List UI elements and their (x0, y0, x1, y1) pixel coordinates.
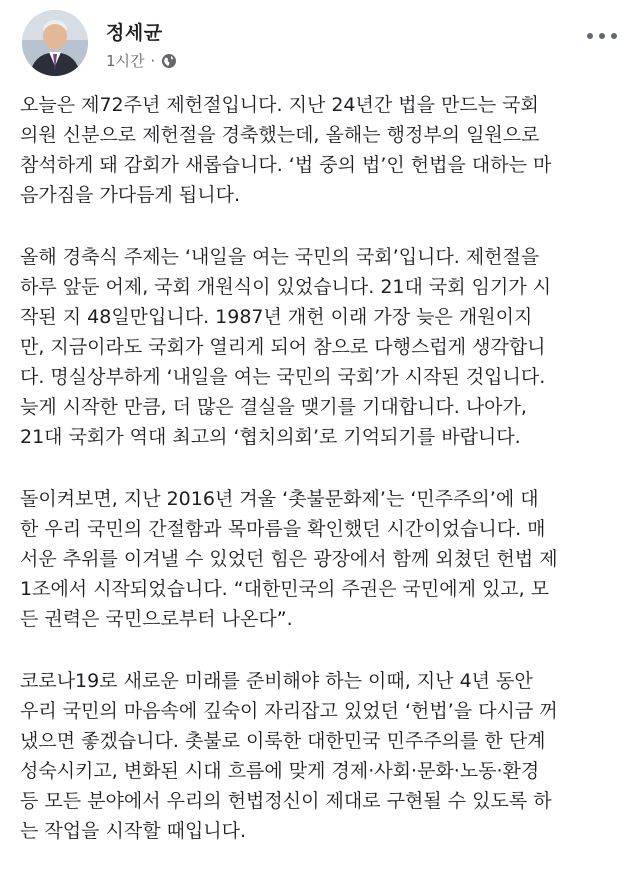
text-line: 작된 지 48일만입니다. 1987년 개헌 이래 가장 늦은 개원이지 (20, 306, 533, 328)
text-line: 돌이켜보면, 지난 2016년 겨울 ‘촛불문화제’는 ‘민주주의’에 대 (20, 488, 539, 510)
text-line: 성숙시키고, 변화된 시대 흐름에 맞게 경제·사회·문화·노동·환경 (20, 760, 540, 782)
text-line: 만, 지금이라도 국회가 열리게 되어 참으로 다행스럽게 생각합니 (20, 336, 546, 358)
text-line: 오늘은 제72주년 제헌절입니다. 지난 24년간 법을 만드는 국회 (20, 94, 539, 116)
paragraph-3 (20, 484, 620, 634)
post-timestamp[interactable]: 1시간 (106, 52, 145, 70)
meta-separator: · (150, 51, 156, 70)
text-line: 등 모든 분야에서 우리의 헌법정신이 제대로 구현될 수 있도록 하 (20, 790, 552, 812)
paragraph-4 (20, 666, 620, 846)
text-line: 의원 신분으로 제헌절을 경축했는데, 올해는 행정부의 일원으로 (20, 124, 540, 146)
text-line: 늦게 시작한 만큼, 더 많은 결실을 맺기를 기대합니다. 나아가, (20, 396, 527, 418)
more-options-icon[interactable] (582, 24, 622, 48)
author-name[interactable]: 정세균 (106, 22, 163, 44)
text-line: 올해 경축식 주제는 ‘내일을 여는 국민의 국회’입니다. 제헌절을 (20, 246, 540, 268)
text-line: 냈으면 좋겠습니다. 촛불로 이룩한 대한민국 민주주의를 한 단계 (20, 730, 546, 752)
text-line: 한 우리 국민의 간절함과 목마름을 확인했던 시간이었습니다. 매 (20, 518, 546, 540)
text-line: 21대 국회가 역대 최고의 ‘협치의회’로 기억되기를 바랍니다. (20, 426, 521, 448)
post-header (22, 10, 630, 80)
globe-icon[interactable] (161, 53, 177, 69)
avatar-image (22, 10, 88, 76)
text-line: 참석하게 돼 감회가 새롭습니다. ‘법 중의 법’인 헌법을 대하는 마 (20, 154, 552, 176)
text-line: 든 권력은 국민으로부터 나온다”. (20, 608, 293, 630)
author-avatar[interactable] (22, 10, 88, 76)
post-meta (106, 50, 177, 71)
post-body (20, 90, 620, 878)
text-line: 1조에서 시작되었습니다. “대한민국의 주권은 국민에게 있고, 모 (20, 578, 550, 600)
text-line: 서운 추위를 이겨낼 수 있었던 힘은 광장에서 함께 외쳤던 헌법 제 (20, 548, 558, 570)
text-line: 코로나19로 새로운 미래를 준비해야 하는 이때, 지난 4년 동안 (20, 670, 533, 692)
paragraph-2 (20, 242, 620, 452)
text-line: 는 작업을 시작할 때입니다. (20, 820, 247, 842)
text-line: 다. 명실상부하게 ‘내일을 여는 국민의 국회’가 시작된 것입니다. (20, 366, 546, 388)
text-line: 우리 국민의 마음속에 깊숙이 자리잡고 있었던 ‘헌법’을 다시금 꺼 (20, 700, 558, 722)
paragraph-1 (20, 90, 620, 210)
text-line: 하루 앞둔 어제, 국회 개원식이 있었습니다. 21대 국회 임기가 시 (20, 276, 552, 298)
text-line: 음가짐을 가다듬게 됩니다. (20, 184, 241, 206)
